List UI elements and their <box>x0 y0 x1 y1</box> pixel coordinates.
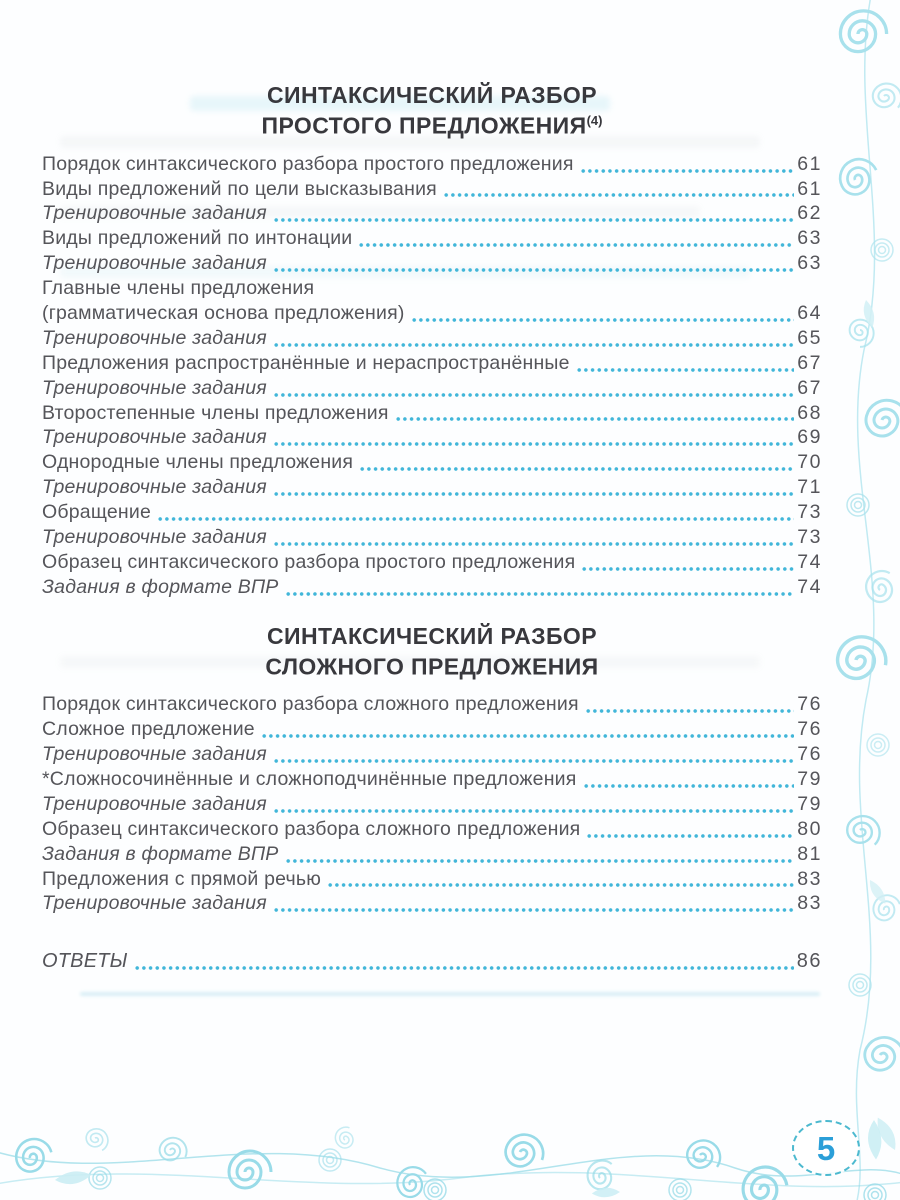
toc-entry-title: Тренировочные задания <box>42 476 267 499</box>
toc-entry-page: 61 <box>797 152 822 175</box>
toc-entry <box>42 301 822 326</box>
dotted-leader <box>274 376 794 401</box>
page-number-badge: 5 <box>792 1120 860 1176</box>
toc-entry-page: 64 <box>797 302 822 324</box>
toc-entry-page: 83 <box>797 867 822 890</box>
toc-entry-title: Тренировочные задания <box>42 743 267 766</box>
toc-entry <box>42 742 822 767</box>
toc-entry <box>42 326 822 351</box>
toc-entry-title: Образец синтаксического разбора сложного предложения <box>42 817 581 840</box>
toc-entry <box>42 792 822 817</box>
dotted-leader <box>286 575 795 600</box>
toc-entry <box>42 251 822 276</box>
toc-entry <box>42 949 822 974</box>
toc-entry-title: Образец синтаксического разбора простого предложения <box>42 550 576 573</box>
toc-entry-title: Предложения распространённые и нераспространённые <box>42 351 570 374</box>
toc-entry-page: 65 <box>797 326 822 349</box>
toc-entry <box>42 425 822 450</box>
toc-entry-page: 76 <box>797 693 822 716</box>
toc-entry-title: Обращение <box>42 501 152 524</box>
toc-section-complex-sentence <box>42 623 822 917</box>
dotted-leader <box>274 792 794 817</box>
dotted-leader <box>584 767 795 792</box>
toc-entry <box>42 177 822 202</box>
toc-entry-page: 61 <box>797 177 822 200</box>
dotted-leader <box>444 177 794 202</box>
toc-entry-page: 76 <box>797 743 822 766</box>
toc-entry-page: 69 <box>797 426 822 449</box>
toc-answers <box>42 949 822 974</box>
toc-entry-title: Однородные члены предложения <box>42 451 354 474</box>
dotted-leader <box>274 742 794 767</box>
toc-entry-page: 74 <box>797 550 822 573</box>
toc-entry-page: 63 <box>797 227 822 250</box>
section-title-line: СИНТАКСИЧЕСКИЙ РАЗБОР <box>267 622 597 649</box>
toc-entry-title: Главные члены предложения <box>42 277 315 300</box>
toc-entry-page: 81 <box>797 842 822 865</box>
dotted-leader <box>274 326 794 351</box>
toc-entry-title: Сложное предложение <box>42 718 255 741</box>
dotted-leader <box>577 351 795 376</box>
dotted-leader <box>587 817 794 842</box>
dotted-leader <box>286 842 795 867</box>
toc-entry-title: Второстепенные члены предложения <box>42 401 389 424</box>
toc-entry <box>42 842 822 867</box>
toc-entry-page: 79 <box>797 792 822 815</box>
toc-entry <box>42 891 822 916</box>
dotted-leader <box>262 717 794 742</box>
toc-entry-title: Тренировочные задания <box>42 376 267 399</box>
toc-entry <box>42 351 822 376</box>
toc-section-simple-sentence <box>42 82 822 600</box>
toc-entry-page: 62 <box>797 202 822 225</box>
dotted-leader <box>586 692 795 717</box>
toc-entry-title: Тренировочные задания <box>42 252 267 275</box>
section-title <box>42 623 822 680</box>
toc-entry-page: 74 <box>797 575 822 598</box>
dotted-leader <box>274 425 794 450</box>
toc-entry-title: Задания в формате ВПР <box>42 575 279 598</box>
toc-entry-title: *Сложносочинённые и сложноподчинённые предложения <box>42 768 577 791</box>
section-title-line: ПРОСТОГО ПРЕДЛОЖЕНИЯ <box>261 112 587 139</box>
toc-entry-page: 71 <box>797 476 822 499</box>
dotted-leader <box>359 226 794 251</box>
toc-entry <box>42 226 822 251</box>
section-title-line: СЛОЖНОГО ПРЕДЛОЖЕНИЯ <box>265 653 599 680</box>
toc-entry-page: 76 <box>797 718 822 741</box>
toc-entry <box>42 401 822 426</box>
toc-entry-page: 67 <box>797 351 822 374</box>
dotted-leader <box>581 152 795 177</box>
toc-entry <box>42 276 822 301</box>
toc-entry <box>42 376 822 401</box>
table-of-contents <box>42 82 822 974</box>
toc-entry-title: Виды предложений по интонации <box>42 227 353 250</box>
toc-entry <box>42 525 822 550</box>
toc-entry <box>42 550 822 575</box>
section-title-superscript: (4) <box>586 113 603 128</box>
toc-entry <box>42 450 822 475</box>
dotted-leader <box>274 201 794 226</box>
toc-entry-page: 86 <box>796 950 822 973</box>
toc-entry-title: Предложения с прямой речью <box>42 867 322 890</box>
toc-entry-title: Тренировочные задания <box>42 426 267 449</box>
toc-entry-title: ОТВЕТЫ <box>42 950 128 973</box>
toc-entry-title: Тренировочные задания <box>42 892 267 915</box>
toc-entry-page: 68 <box>797 401 822 424</box>
dotted-leader <box>396 401 795 426</box>
dotted-leader <box>328 867 794 892</box>
toc-entry <box>42 201 822 226</box>
toc-entry-page: 70 <box>797 451 822 474</box>
toc-entry-page: 79 <box>797 768 822 791</box>
toc-entry-title: Тренировочные задания <box>42 526 267 549</box>
dotted-leader <box>135 949 794 974</box>
toc-entry-page: 80 <box>797 817 822 840</box>
toc-entry <box>42 475 822 500</box>
section-title <box>42 82 822 139</box>
dotted-leader <box>274 251 794 276</box>
dotted-leader <box>158 500 794 525</box>
toc-entry <box>42 817 822 842</box>
toc-entry <box>42 767 822 792</box>
toc-entry <box>42 500 822 525</box>
toc-entry-page: 63 <box>797 252 822 275</box>
toc-entry <box>42 867 822 892</box>
toc-entry-page: 73 <box>797 501 822 524</box>
bottom-vine <box>0 1116 900 1200</box>
toc-entry-title: Порядок синтаксического разбора сложного предложения <box>42 693 579 716</box>
toc-entry <box>42 717 822 742</box>
dotted-leader <box>582 550 794 575</box>
toc-entry-title: Виды предложений по цели высказывания <box>42 177 437 200</box>
toc-entry <box>42 152 822 177</box>
section-title-line: СИНТАКСИЧЕСКИЙ РАЗБОР <box>267 82 597 108</box>
toc-entry-page: 67 <box>797 376 822 399</box>
toc-entry-title: Задания в формате ВПР <box>42 842 279 865</box>
toc-entry-title: Тренировочные задания <box>42 326 267 349</box>
toc-entry-page: 83 <box>797 892 822 915</box>
dotted-leader <box>412 301 795 326</box>
dotted-leader <box>274 891 794 916</box>
toc-entry-page: 73 <box>797 526 822 549</box>
dotted-leader <box>274 475 794 500</box>
right-vine <box>834 0 900 1200</box>
toc-entry-title: Тренировочные задания <box>42 202 267 225</box>
toc-entries <box>42 692 822 916</box>
toc-entry-title: Порядок синтаксического разбора простого предложения <box>42 152 574 175</box>
dotted-leader <box>360 450 794 475</box>
toc-entry <box>42 575 822 600</box>
bleedthrough-artifact <box>80 992 820 996</box>
toc-entry-title: Тренировочные задания <box>42 792 267 815</box>
toc-entry-title: (грамматическая основа предложения) <box>42 302 405 324</box>
toc-entry <box>42 692 822 717</box>
toc-entries <box>42 152 822 600</box>
dotted-leader <box>274 525 794 550</box>
